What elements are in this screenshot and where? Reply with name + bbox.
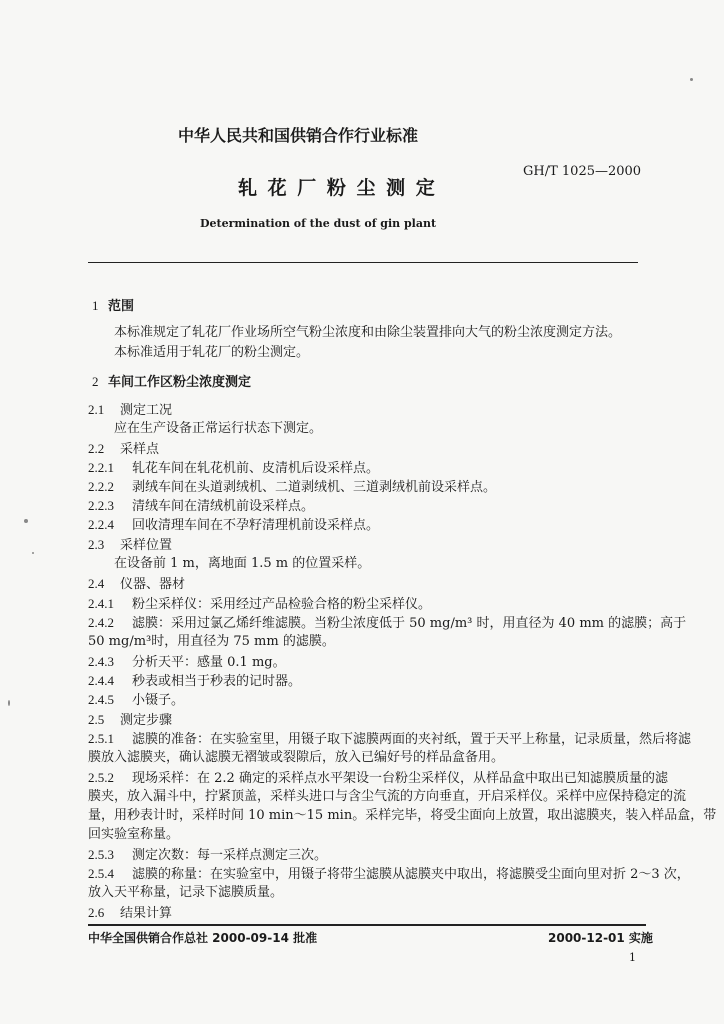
clause-number: 2.2.2 <box>88 479 114 494</box>
clause-number: 2.5 <box>88 712 105 727</box>
clause-title: 采样点 <box>120 442 160 457</box>
issuer-title: 中华人民共和国供销合作行业标准 <box>178 126 419 145</box>
clause-continuation: 膜夹，放入漏斗中，拧紧顶盖，采样头进口与含尘气流的方向垂直，开启采样仪。采样中应保持稳定的流 <box>88 789 687 804</box>
clause-2-2-2 <box>88 479 496 496</box>
clause-continuation: 膜放入滤膜夹，确认滤膜无褶皱或裂隙后，放入已编好号的样品盒备用。 <box>88 750 505 765</box>
clause-number: 2.4.1 <box>88 596 114 611</box>
clause-number: 2.3 <box>88 537 105 552</box>
clause-text: 小镊子。 <box>132 693 185 708</box>
paragraph: 本标准规定了轧花厂作业场所空气粉尘浓度和由除尘装置排向大气的粉尘浓度测定方法。 <box>114 325 622 340</box>
clause-2-4-5 <box>88 692 184 709</box>
scan-speck <box>24 519 28 523</box>
paragraph: 应在生产设备正常运行状态下测定。 <box>114 421 323 436</box>
clause-number: 2.4.2 <box>88 615 114 630</box>
clause-2-4 <box>88 576 185 593</box>
implementation-date: 2000-12-01 实施 <box>548 931 653 945</box>
clause-number: 2.2 <box>88 441 105 456</box>
document-title: 轧 花 厂 粉 尘 测 定 <box>238 177 437 199</box>
standard-code: GH/T 1025—2000 <box>523 164 642 179</box>
clause-text: 分析天平：感量 0.1 mg。 <box>132 655 286 670</box>
clause-number: 2.2.4 <box>88 517 114 532</box>
clause-number: 2.2.3 <box>88 498 114 513</box>
clause-2-4-4 <box>88 673 301 690</box>
clause-2-5-2 <box>88 770 668 787</box>
clause-number: 2.5.2 <box>88 770 114 785</box>
clause-text: 回收清理车间在不孕籽清理机前设采样点。 <box>132 518 380 533</box>
paragraph: 在设备前 1 m，离地面 1.5 m 的位置采样。 <box>114 556 371 571</box>
clause-text: 粉尘采样仪：采用经过产品检验合格的粉尘采样仪。 <box>132 597 432 612</box>
clause-continuation: 50 mg/m³时，用直径为 75 mm 的滤膜。 <box>88 634 335 649</box>
section-heading-1 <box>92 298 134 315</box>
clause-2-5-4 <box>88 866 690 883</box>
document-title-english: Determination of the dust of gin plant <box>200 217 437 230</box>
header-divider <box>88 262 638 263</box>
clause-text: 滤膜的准备：在实验室里，用镊子取下滤膜两面的夹衬纸，置于天平上称量，记录质量，然后将滤 <box>132 732 692 747</box>
clause-text: 秒表或相当于秒表的记时器。 <box>132 674 302 689</box>
clause-number: 2.5.3 <box>88 847 114 862</box>
clause-number: 2.6 <box>88 905 105 920</box>
clause-text: 现场采样：在 2.2 确定的采样点水平架设一台粉尘采样仪，从样品盒中取出已知滤膜质量的滤 <box>132 771 668 786</box>
clause-continuation: 量，用秒表计时，采样时间 10 min～15 min。采样完毕，将受尘面向上放置，取出滤膜夹，装入样品盒，带 <box>88 808 717 823</box>
clause-title: 结果计算 <box>120 906 173 921</box>
page-number: 1 <box>629 951 636 964</box>
clause-continuation: 回实验室称量。 <box>88 827 180 842</box>
paragraph: 本标准适用于轧花厂的粉尘测定。 <box>114 345 310 360</box>
clause-number: 2.2.1 <box>88 460 114 475</box>
clause-number: 2.1 <box>88 402 105 417</box>
clause-text: 滤膜：采用过氯乙烯纤维滤膜。当粉尘浓度低于 50 mg/m³ 时，用直径为 40 mm 的滤膜；高于 <box>132 616 687 631</box>
clause-text: 测定次数：每一采样点测定三次。 <box>132 848 328 863</box>
clause-text: 清绒车间在清绒机前设采样点。 <box>132 499 315 514</box>
clause-title: 仪器、器材 <box>120 577 186 592</box>
clause-title: 测定工况 <box>120 403 173 418</box>
clause-text: 剥绒车间在头道剥绒机、二道剥绒机、三道剥绒机前设采样点。 <box>132 480 497 495</box>
section-title: 范围 <box>108 299 135 314</box>
approval-statement: 中华全国供销合作总社 2000-09-14 批准 <box>88 931 318 945</box>
clause-continuation: 放入天平称量，记录下滤膜质量。 <box>88 885 284 900</box>
clause-2-5-1 <box>88 731 691 748</box>
clause-text: 滤膜的称量：在实验室中，用镊子将带尘滤膜从滤膜夹中取出，将滤膜受尘面向里对折 2～3 次， <box>132 867 690 882</box>
clause-number: 2.4.3 <box>88 654 114 669</box>
clause-2-1 <box>88 402 172 419</box>
clause-2-5-3 <box>88 847 327 864</box>
clause-title: 采样位置 <box>120 538 173 553</box>
clause-2-2-3 <box>88 498 314 515</box>
section-title: 车间工作区粉尘浓度测定 <box>108 375 252 390</box>
clause-2-2-4 <box>88 517 379 534</box>
section-heading-2 <box>92 374 251 391</box>
clause-2-4-2 <box>88 615 686 632</box>
scan-speck <box>690 78 693 81</box>
footer-divider <box>88 924 646 926</box>
clause-2-5 <box>88 712 172 729</box>
clause-2-2-1 <box>88 460 379 477</box>
scan-speck <box>32 552 34 554</box>
clause-number: 2.5.4 <box>88 866 114 881</box>
section-number: 2 <box>92 374 99 389</box>
clause-number: 2.5.1 <box>88 731 114 746</box>
clause-2-4-1 <box>88 596 431 613</box>
clause-text: 轧花车间在轧花机前、皮清机后设采样点。 <box>132 461 380 476</box>
clause-title: 测定步骤 <box>120 713 173 728</box>
clause-2-4-3 <box>88 654 286 671</box>
clause-number: 2.4.5 <box>88 692 114 707</box>
scan-speck <box>8 700 10 706</box>
clause-2-6 <box>88 905 172 922</box>
clause-number: 2.4.4 <box>88 673 114 688</box>
section-number: 1 <box>92 298 99 313</box>
clause-number: 2.4 <box>88 576 105 591</box>
clause-2-2 <box>88 441 159 458</box>
clause-2-3 <box>88 537 172 554</box>
